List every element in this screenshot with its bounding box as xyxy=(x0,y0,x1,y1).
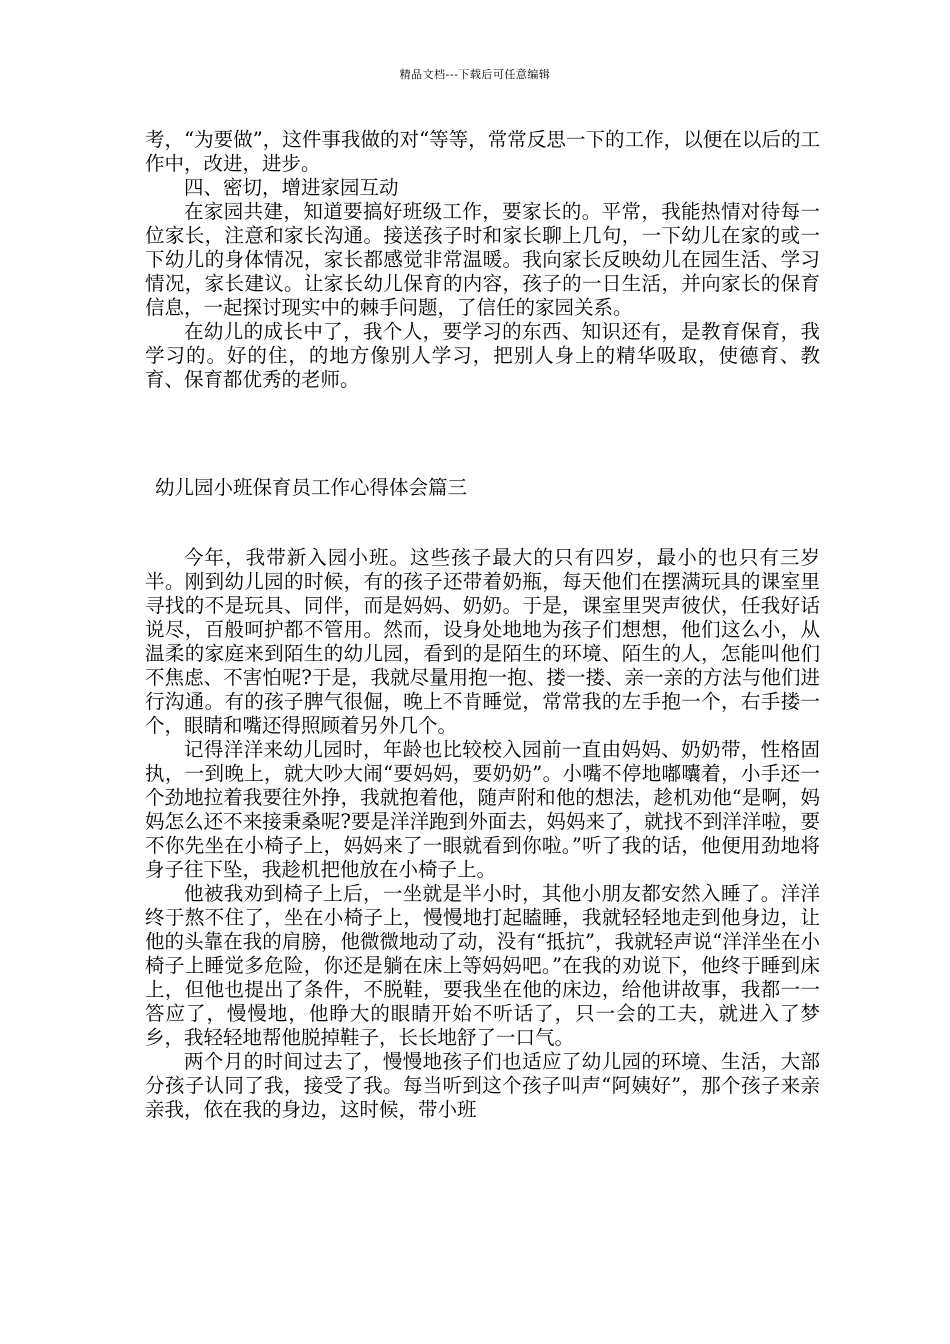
paragraph: 今年，我带新入园小班。这些孩子最大的只有四岁，最小的也只有三岁半。刚到幼儿园的时候，有的孩子还带着奶瓶，每天他们在摆满玩具的课室里寻找的不是玩具、同伴，而是妈妈、奶奶。于是，课室里哭声彼伏，任我好话说尽，百般呵护都不管用。然而，设身处地地为孩子们想想，他们这么小，从温柔的家庭来到陌生的幼儿园，看到的是陌生的环境、陌生的人，怎能叫他们不焦虑、不害怕呢?于是，我就尽量用抱一抱、搂一搂、亲一亲的方法与他们进行沟通。有的孩子脾气很倔，晚上不肯睡觉，常常我的左手抱一个，右手搂一个，眼睛和嘴还得照顾着另外几个。 xyxy=(145,546,820,737)
paragraph: 考，“为要做”，这件事我做的对“等等，常常反思一下的工作，以便在以后的工作中，改进，进步。 xyxy=(145,128,820,175)
document-section-article xyxy=(145,546,820,1122)
paragraph: 在家园共建，知道要搞好班级工作，要家长的。平常，我能热情对待每一位家长，注意和家长沟通。接送孩子时和家长聊上几句，一下幼儿在家的或一下幼儿的身体情况，家长都感觉非常温暖。我向家长反映幼儿在园生活、学习情况，家长建议。让家长幼儿保育的内容，孩子的一日生活，并向家长的保育信息，一起探讨现实中的棘手问题，了信任的家园关系。 xyxy=(145,200,820,319)
article-title: 幼儿园小班保育员工作心得体会篇三 xyxy=(155,476,468,499)
paragraph: 在幼儿的成长中了，我个人，要学习的东西、知识还有，是教育保育，我学习的。好的住，的地方像别人学习，把别人身上的精华吸取，使德育、教育、保育都优秀的老师。 xyxy=(145,320,820,391)
paragraph: 他被我劝到椅子上后，一坐就是半小时，其他小朋友都安然入睡了。洋洋终于熬不住了，坐在小椅子上，慢慢地打起瞌睡，我就轻轻地走到他身边，让他的头靠在我的肩膀，他微微地动了动，没有“抵抗”，我就轻声说“洋洋坐在小椅子上睡觉多危险，你还是躺在床上等妈妈吧。”在我的劝说下，他终于睡到床上，但他也提出了条件，不脱鞋，要我坐在他的床边，给他讲故事，我都一一答应了，慢慢地，他睁大的眼睛开始不听话了，只一会的工夫，就进入了梦乡，我轻轻地帮他脱掉鞋子，长长地舒了一口气。 xyxy=(145,882,820,1049)
paragraph: 记得洋洋来幼儿园时，年龄也比较校入园前一直由妈妈、奶奶带，性格固执，一到晚上，就大吵大闹“要妈妈，要奶奶”。小嘴不停地嘟囔着，小手还一个劲地拉着我要往外挣，我就抱着他，随声附和他的想法，趁机劝他“是啊，妈妈怎么还不来接秉桑呢?要是洋洋跑到外面去，妈妈来了，就找不到洋洋啦，要不你先坐在小椅子上，妈妈来了一眼就看到你啦。”听了我的话，他便用劲地将身子往下坠，我趁机把他放在小椅子上。 xyxy=(145,738,820,881)
page-header: 精品文档---下载后可任意编辑 xyxy=(399,68,551,81)
document-section-continued xyxy=(145,128,820,392)
section-heading: 四、密切，增进家园互动 xyxy=(184,176,399,199)
paragraph: 两个月的时间过去了，慢慢地孩子们也适应了幼儿园的环境、生活，大部分孩子认同了我，接受了我。每当听到这个孩子叫声“阿姨好”，那个孩子来亲亲我，依在我的身边，这时候，带小班 xyxy=(145,1050,820,1121)
